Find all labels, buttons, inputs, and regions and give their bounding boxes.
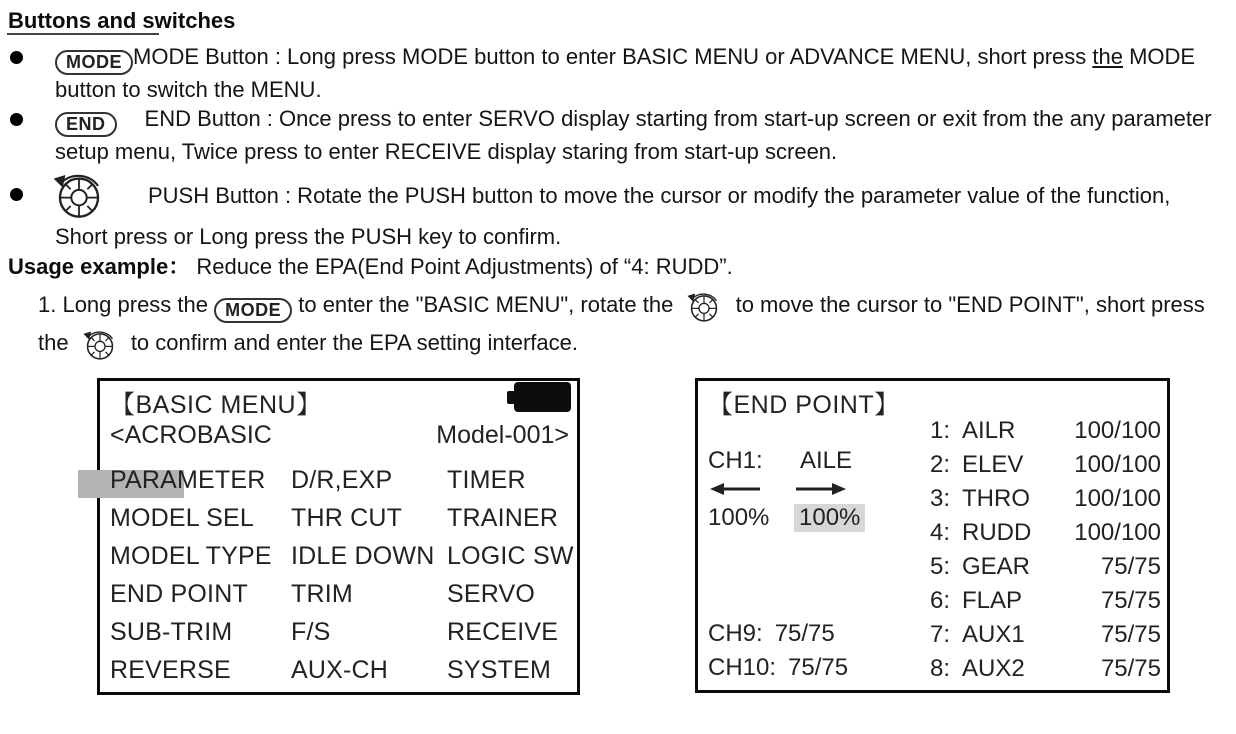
battery-full-icon (514, 382, 571, 412)
mode-text-2: MODE button to switch the MENU. (55, 44, 1196, 102)
menu-item-trainer: TRAINER (447, 503, 559, 532)
step1-text-4: to confirm and enter the EPA setting interface. (124, 330, 578, 355)
right-arrow-icon (796, 483, 846, 495)
push-text: PUSH Button : Rotate the PUSH button to move the cursor or modify the parameter value of the function, Short press or Long press the PUSH key to confirm. (55, 183, 1171, 249)
menu-item-parameter: PARAMETER (110, 465, 266, 494)
channel-number: 8: (929, 655, 950, 682)
push-button-description (55, 166, 1226, 251)
channel-endpoint-list (920, 414, 1161, 686)
step-1-instruction (38, 286, 1230, 362)
channel-name: AILR (962, 417, 1016, 444)
menu-item-sub-trim: SUB-TRIM (110, 617, 233, 646)
bullet-icon (10, 188, 23, 201)
channel-value: 75/75 (1100, 655, 1161, 682)
model-type-value: <ACROBASIC (110, 421, 272, 449)
menu-item-end-point: END POINT (110, 579, 248, 608)
bullet-icon (10, 51, 23, 64)
basic-menu-grid (110, 461, 573, 689)
channel-value: 100/100 (1074, 417, 1161, 444)
menu-item-timer: TIMER (447, 465, 526, 494)
menu-item-servo: SERVO (447, 579, 536, 608)
ch1-name: AILE (800, 447, 853, 474)
channel-name: ELEV (962, 451, 1024, 478)
usage-text: Reduce the EPA(End Point Adjustments) of “4: RUDD”. (190, 254, 733, 279)
channel-name: THRO (962, 485, 1030, 512)
channel-row (920, 448, 1161, 482)
menu-item-trim: TRIM (291, 579, 353, 608)
menu-item-system: SYSTEM (447, 655, 551, 684)
channel-name: GEAR (962, 553, 1031, 580)
channel-value: 75/75 (1100, 587, 1161, 614)
menu-item-aux-ch: AUX-CH (291, 655, 389, 684)
channel-value: 100/100 (1074, 519, 1161, 546)
menu-item-idle-down: IDLE DOWN (291, 541, 435, 570)
left-arrow-icon (710, 483, 760, 495)
channel-number: 3: (929, 485, 950, 512)
title-underline (7, 33, 159, 35)
mode-button-item (0, 42, 1236, 104)
usage-colon: ： (168, 254, 191, 279)
end-button-item (0, 104, 1236, 166)
menu-item-model-type: MODEL TYPE (110, 541, 272, 570)
push-button-item (0, 166, 1236, 251)
channel-number: 4: (929, 519, 950, 546)
channel-name: AUX1 (962, 621, 1025, 648)
end-button-badge: END (55, 112, 117, 137)
ch10-row (708, 654, 848, 682)
menu-item-thr-cut: THR CUT (291, 503, 403, 532)
channel-number: 7: (929, 621, 950, 648)
page-title: Buttons and switches (8, 8, 236, 33)
channel-value: 100/100 (1074, 485, 1161, 512)
usage-label: Usage example (8, 254, 169, 279)
channel-row (920, 516, 1161, 550)
ch9-value: 75/75 (774, 620, 835, 647)
button-descriptions (0, 42, 1236, 251)
mode-text-underlined: the (1092, 44, 1123, 69)
model-row (110, 421, 569, 450)
step1-text-1: 1. Long press the (38, 292, 215, 317)
bullet-icon (10, 113, 23, 126)
channel-row (920, 618, 1161, 652)
usage-example-line (8, 252, 733, 282)
channel-row (920, 584, 1161, 618)
mode-button-description (55, 42, 1226, 104)
ch1-left-endpoint-value: 100% (708, 504, 770, 531)
channel-row (920, 652, 1161, 686)
ch1-right-endpoint-value-selected: 100% (794, 504, 865, 532)
menu-item-model-sel: MODEL SEL (110, 503, 254, 532)
end-button-description (55, 104, 1226, 166)
ch10-value: 75/75 (788, 654, 849, 681)
channel-value: 75/75 (1100, 553, 1161, 580)
channel-row (920, 414, 1161, 448)
menu-item-receive: RECEIVE (447, 617, 559, 646)
channel-number: 1: (929, 417, 950, 444)
mode-button-badge: MODE (55, 50, 133, 75)
channel-row (920, 482, 1161, 516)
menu-item-fs: F/S (291, 617, 331, 646)
menu-item-dr-exp: D/R,EXP (291, 465, 393, 494)
channel-value: 100/100 (1074, 451, 1161, 478)
step1-text-2: to enter the "BASIC MENU", rotate the (292, 292, 680, 317)
mode-button-badge-inline: MODE (214, 298, 292, 323)
push-dial-icon (81, 326, 119, 362)
ch1-edit-block (708, 447, 865, 532)
step1-text-3: to move the cursor to "END POINT", short press the (38, 292, 1205, 355)
model-name-value: Model-001> (436, 421, 569, 449)
end-point-title: 【END POINT】 (708, 391, 900, 419)
channel-number: 5: (929, 553, 950, 580)
menu-item-logic-sw: LOGIC SW (447, 541, 574, 570)
channel-value: 75/75 (1100, 621, 1161, 648)
channel-number: 2: (929, 451, 950, 478)
end-text: END Button : Once press to enter SERVO display starting from start-up screen or exit from the any parameter setup menu, Twice press to enter RECEIVE display staring from start-up screen. (55, 106, 1212, 164)
ch1-label: CH1: (708, 447, 763, 474)
ch9-label: CH9: (708, 620, 763, 647)
ch10-label: CH10: (708, 654, 777, 681)
direction-arrows (708, 477, 865, 497)
channel-name: RUDD (962, 519, 1032, 546)
menu-item-reverse: REVERSE (110, 655, 231, 684)
channel-name: FLAP (962, 587, 1023, 614)
ch9-row (708, 620, 835, 648)
push-dial-icon (685, 288, 723, 324)
channel-row (920, 550, 1161, 584)
mode-text-1: MODE Button : Long press MODE button to enter BASIC MENU or ADVANCE MENU, short press (133, 44, 1093, 69)
channel-number: 6: (929, 587, 950, 614)
end-point-screen (695, 378, 1170, 693)
channel-name: AUX2 (962, 655, 1025, 682)
push-dial-icon (50, 166, 108, 222)
basic-menu-title: 【BASIC MENU】 (110, 391, 322, 419)
basic-menu-screen (97, 378, 580, 695)
